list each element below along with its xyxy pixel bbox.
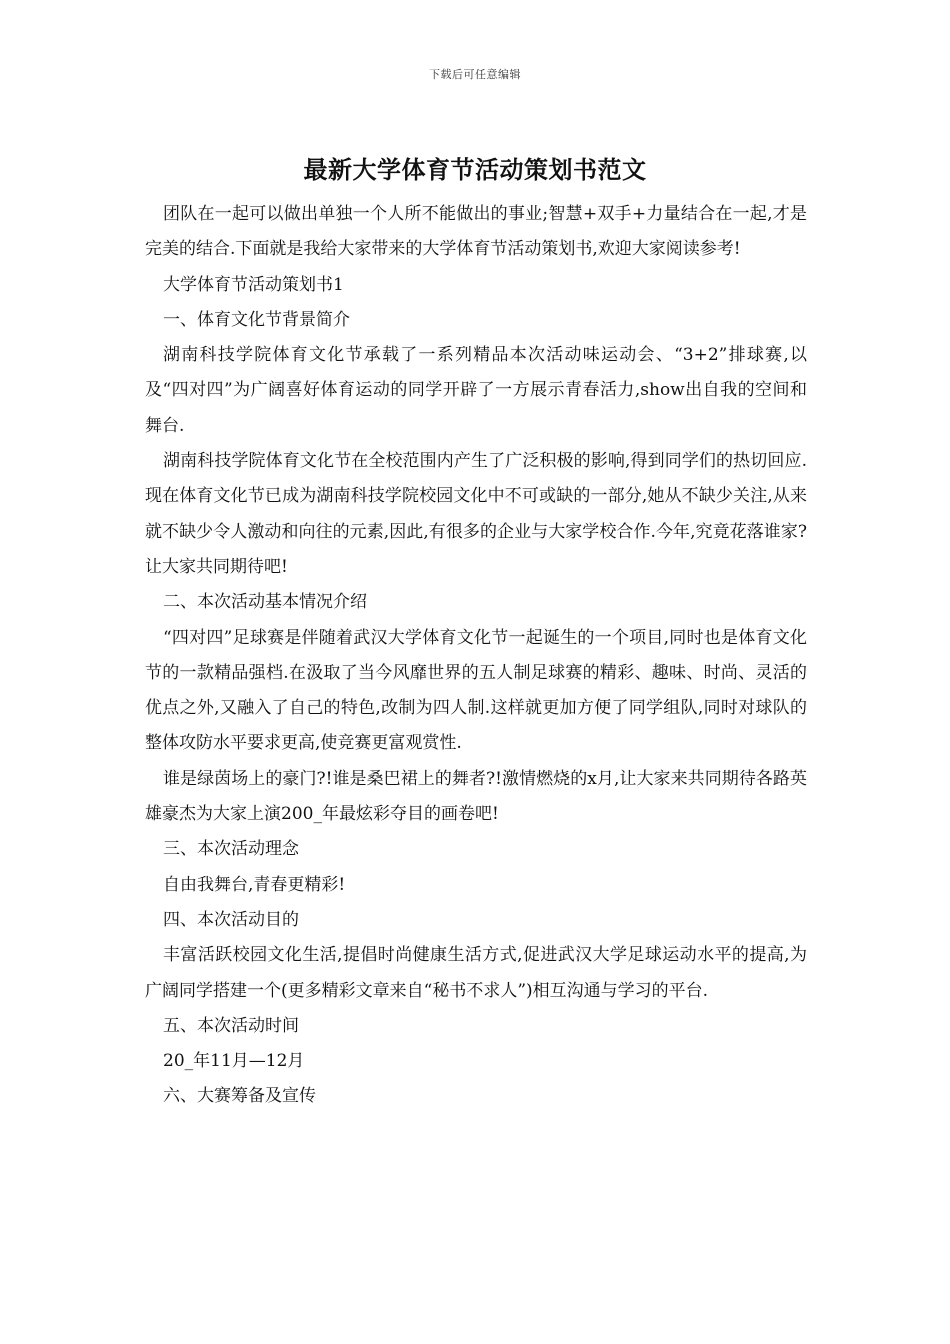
heading-purpose: 四、本次活动目的: [163, 909, 299, 930]
document-title: 最新大学体育节活动策划书范文: [303, 156, 647, 184]
heading-preparation: 六、大赛筹备及宣传: [163, 1086, 316, 1107]
heading-background: 一、体育文化节背景简介: [163, 309, 350, 330]
paragraph-time: 20_年11月—12月: [163, 1051, 305, 1072]
paragraph-purpose: 丰富活跃校园文化生活,提倡时尚健康生活方式,促进武汉大学足球运动水平的提高,为广阔同学搭建一个(更多精彩文章来自“秘书不求人”)相互沟通与学习的平台.: [145, 945, 807, 1001]
heading-basic-info: 二、本次活动基本情况介绍: [163, 592, 367, 613]
header-note: 下载后可任意编辑: [429, 68, 521, 81]
heading-concept: 三、本次活动理念: [163, 839, 299, 860]
paragraph-background-1: 湖南科技学院体育文化节承载了一系列精品本次活动味运动会、“3+2”排球赛,以及“四对四”为广阔喜好体育运动的同学开辟了一方展示青春活力,show出自我的空间和舞台.: [145, 345, 807, 436]
heading-time: 五、本次活动时间: [163, 1015, 299, 1036]
paragraph-concept: 自由我舞台,青春更精彩!: [163, 874, 346, 895]
paragraph-basic-info-2: 谁是绿茵场上的豪门?!谁是桑巴裙上的舞者?!激情燃烧的x月,让大家来共同期待各路英雄豪杰为大家上演200_年最炫彩夺目的画卷吧!: [145, 768, 807, 825]
paragraph-basic-info-1: “四对四”足球赛是伴随着武汉大学体育文化节一起诞生的一个项目,同时也是体育文化节的一款精品强档.在汲取了当今风靡世界的五人制足球赛的精彩、趣味、时尚、灵活的优点之外,又融入了自己的特色,改制为四人制.这样就更加方便了同学组队,同时对球队的整体攻防水平要求更高,使竞赛更富观赏性.: [145, 627, 807, 754]
section-title: 大学体育节活动策划书1: [163, 274, 344, 295]
intro-paragraph: 团队在一起可以做出单独一个人所不能做出的事业;智慧+双手+力量结合在一起,才是完美的结合.下面就是我给大家带来的大学体育节活动策划书,欢迎大家阅读参考!: [145, 204, 807, 260]
paragraph-background-2: 湖南科技学院体育文化节在全校范围内产生了广泛积极的影响,得到同学们的热切回应.现在体育文化节已成为湖南科技学院校园文化中不可或缺的一部分,她从不缺少关注,从来就不缺少令人激动和向往的元素,因此,有很多的企业与大家学校合作.今年,究竟花落谁家?让大家共同期待吧!: [145, 451, 807, 577]
document-body: [145, 197, 807, 1115]
